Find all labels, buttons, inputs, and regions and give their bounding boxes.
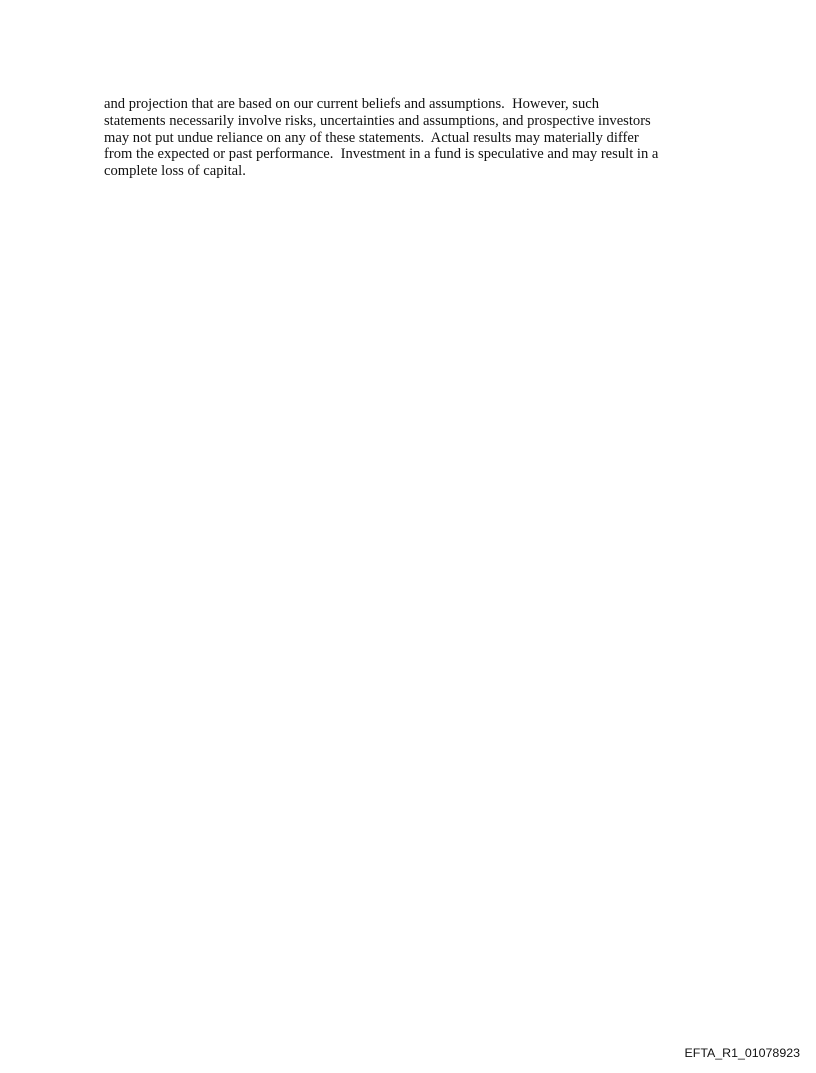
- document-id-footer: EFTA_R1_01078923: [684, 1046, 800, 1060]
- paragraph-line-1: and projection that are based on our current beliefs and assumptions. However, such: [104, 96, 600, 112]
- paragraph-line-4: from the expected or past performance. Investment in a fund is speculative and may result in a: [104, 146, 659, 163]
- paragraph-line-3: may not put undue reliance on any of these statements. Actual results may materially differ: [104, 129, 639, 146]
- paragraph-line-2: statements necessarily involve risks, uncertainties and assumptions, and prospective investors: [104, 112, 651, 129]
- disclaimer-paragraph: [104, 96, 744, 180]
- paragraph-line-5: complete loss of capital.: [104, 163, 246, 180]
